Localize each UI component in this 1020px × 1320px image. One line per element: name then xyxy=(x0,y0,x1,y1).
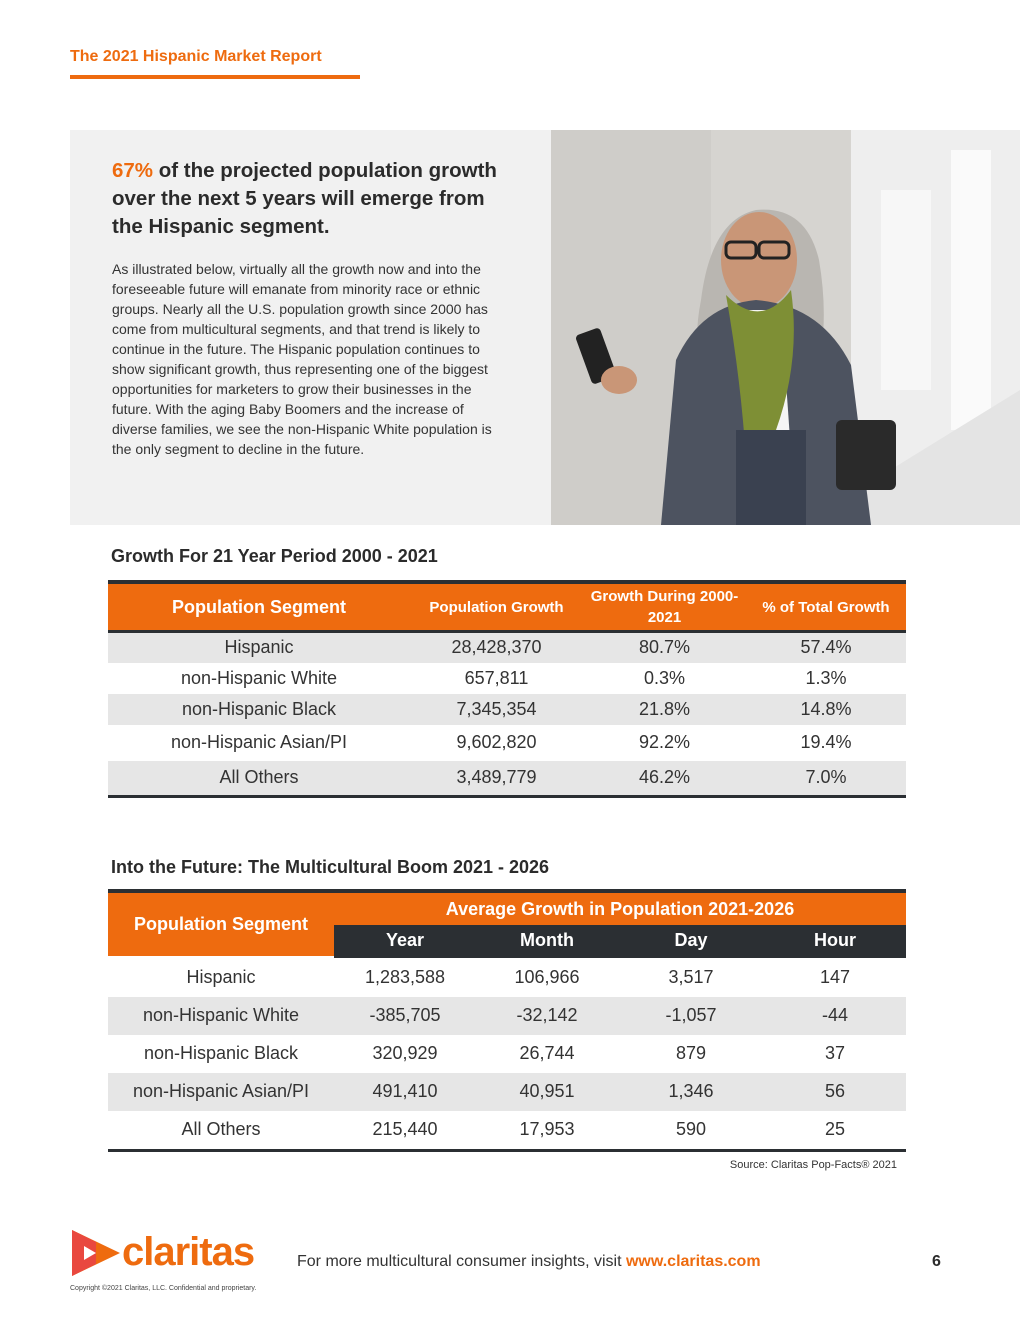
data-cell: 590 xyxy=(675,1119,707,1139)
data-cell: 26,744 xyxy=(519,1043,575,1063)
table-row xyxy=(108,1073,906,1111)
data-cell: -44 xyxy=(764,997,906,1035)
data-cell: 7.0% xyxy=(746,761,906,797)
footer-note xyxy=(297,1253,761,1271)
hero-panel xyxy=(70,130,1020,525)
growth-2000-2021-table xyxy=(108,580,906,798)
hero-text xyxy=(112,157,507,459)
segment-cell: non-Hispanic White xyxy=(108,997,334,1035)
data-cell: 56 xyxy=(764,1073,906,1111)
data-cell: 46.2% xyxy=(583,761,746,797)
table-row xyxy=(108,663,906,694)
segment-cell: non-Hispanic Asian/PI xyxy=(108,1073,334,1111)
table-row xyxy=(108,997,906,1035)
data-cell: 3,517 xyxy=(618,957,764,997)
growth-2021-2026-table xyxy=(108,889,906,1152)
column-header: Growth During 2000-2021 xyxy=(583,582,746,632)
table2-title: Into the Future: The Multicultural Boom 2021 - 2026 xyxy=(111,857,550,877)
segment-cell: All Others xyxy=(181,1119,261,1139)
hero-headline xyxy=(112,157,507,241)
table-row xyxy=(108,632,906,663)
data-cell: 14.8% xyxy=(746,694,906,725)
table-row xyxy=(108,725,906,761)
column-header: Hour xyxy=(764,925,906,957)
title-underline xyxy=(70,75,360,79)
claritas-website-link[interactable]: www.claritas.com xyxy=(625,1253,761,1270)
data-cell: 92.2% xyxy=(638,732,691,752)
data-cell: 491,410 xyxy=(334,1073,476,1111)
copyright: Copyright ©2021 Claritas, LLC. Confidential and proprietary. xyxy=(70,1285,257,1292)
data-cell: 21.8% xyxy=(583,694,746,725)
group-header: Average Growth in Population 2021-2026 xyxy=(334,891,906,925)
woman-with-phone-photo xyxy=(551,130,1020,525)
column-header: Population Segment xyxy=(108,891,334,957)
column-header: Year xyxy=(334,925,476,957)
hero-photo xyxy=(551,130,1020,525)
segment-cell: non-Hispanic White xyxy=(180,667,338,688)
data-cell: -1,057 xyxy=(618,997,764,1035)
data-cell: 17,953 xyxy=(519,1119,575,1139)
data-cell: 320,929 xyxy=(372,1043,438,1063)
footer-note-text: For more multicultural consumer insights, visit xyxy=(297,1253,626,1270)
segment-cell: non-Hispanic Asian/PI xyxy=(170,732,348,752)
claritas-logo-icon xyxy=(70,1228,122,1278)
data-cell: 37 xyxy=(824,1043,846,1063)
column-header: Population Segment xyxy=(108,582,410,632)
data-cell: 28,428,370 xyxy=(410,632,583,663)
headline-highlight: 67% xyxy=(112,159,154,182)
table-header-row xyxy=(108,891,906,925)
headline-rest: of the projected population growth over the next 5 years will emerge from the Hispanic segment. xyxy=(112,159,497,238)
column-header: Month xyxy=(476,925,618,957)
claritas-logo xyxy=(70,1228,270,1278)
data-cell: 657,811 xyxy=(464,667,529,688)
data-cell: 80.7% xyxy=(583,632,746,663)
table1-title: Growth For 21 Year Period 2000 - 2021 xyxy=(111,546,438,566)
segment-cell: non-Hispanic Black xyxy=(143,1043,299,1063)
segment-cell: Hispanic xyxy=(108,632,410,663)
data-cell: 215,440 xyxy=(372,1119,438,1139)
data-cell: -385,705 xyxy=(334,997,476,1035)
source-note: Source: Claritas Pop-Facts® 2021 xyxy=(729,1159,897,1171)
logo-wordmark: claritas xyxy=(122,1230,255,1274)
data-cell: 1.3% xyxy=(805,667,847,688)
column-header: Population Growth xyxy=(410,582,583,632)
segment-cell: All Others xyxy=(108,761,410,797)
report-title: The 2021 Hispanic Market Report xyxy=(70,48,322,65)
column-header: % of Total Growth xyxy=(746,582,906,632)
data-cell: 0.3% xyxy=(643,667,686,688)
data-cell: 19.4% xyxy=(800,732,852,752)
data-cell: 106,966 xyxy=(476,957,618,997)
data-cell: 1,283,588 xyxy=(334,957,476,997)
data-cell: 1,346 xyxy=(618,1073,764,1111)
segment-cell: non-Hispanic Black xyxy=(108,694,410,725)
data-cell: 7,345,354 xyxy=(410,694,583,725)
segment-cell: Hispanic xyxy=(108,957,334,997)
column-header: Day xyxy=(618,925,764,957)
table-row xyxy=(108,1035,906,1073)
data-cell: 25 xyxy=(824,1119,846,1139)
table-row xyxy=(108,1111,906,1151)
table-row xyxy=(108,694,906,725)
table-header-row xyxy=(108,582,906,632)
data-cell: 147 xyxy=(764,957,906,997)
data-cell: 879 xyxy=(675,1043,707,1063)
data-cell: 57.4% xyxy=(746,632,906,663)
hero-body: As illustrated below, virtually all the growth now and into the foreseeable future will emanate from minority race or ethnic groups. Nearly all the U.S. population growth since 2000 has come from multicultural segments, and that trend is likely to continue in the future. The Hispanic population continues to show significant growth, thus representing one of the biggest opportunities for marketers to grow their businesses in the future. With the aging Baby Boomers and the increase of diverse families, we see the non-Hispanic White population is the only segment to decline in the future. xyxy=(112,261,492,457)
table-row xyxy=(108,761,906,797)
data-cell: 9,602,820 xyxy=(456,732,537,752)
data-cell: -32,142 xyxy=(476,997,618,1035)
data-cell: 3,489,779 xyxy=(410,761,583,797)
table-row xyxy=(108,957,906,997)
page-number: 6 xyxy=(932,1253,941,1270)
data-cell: 40,951 xyxy=(476,1073,618,1111)
